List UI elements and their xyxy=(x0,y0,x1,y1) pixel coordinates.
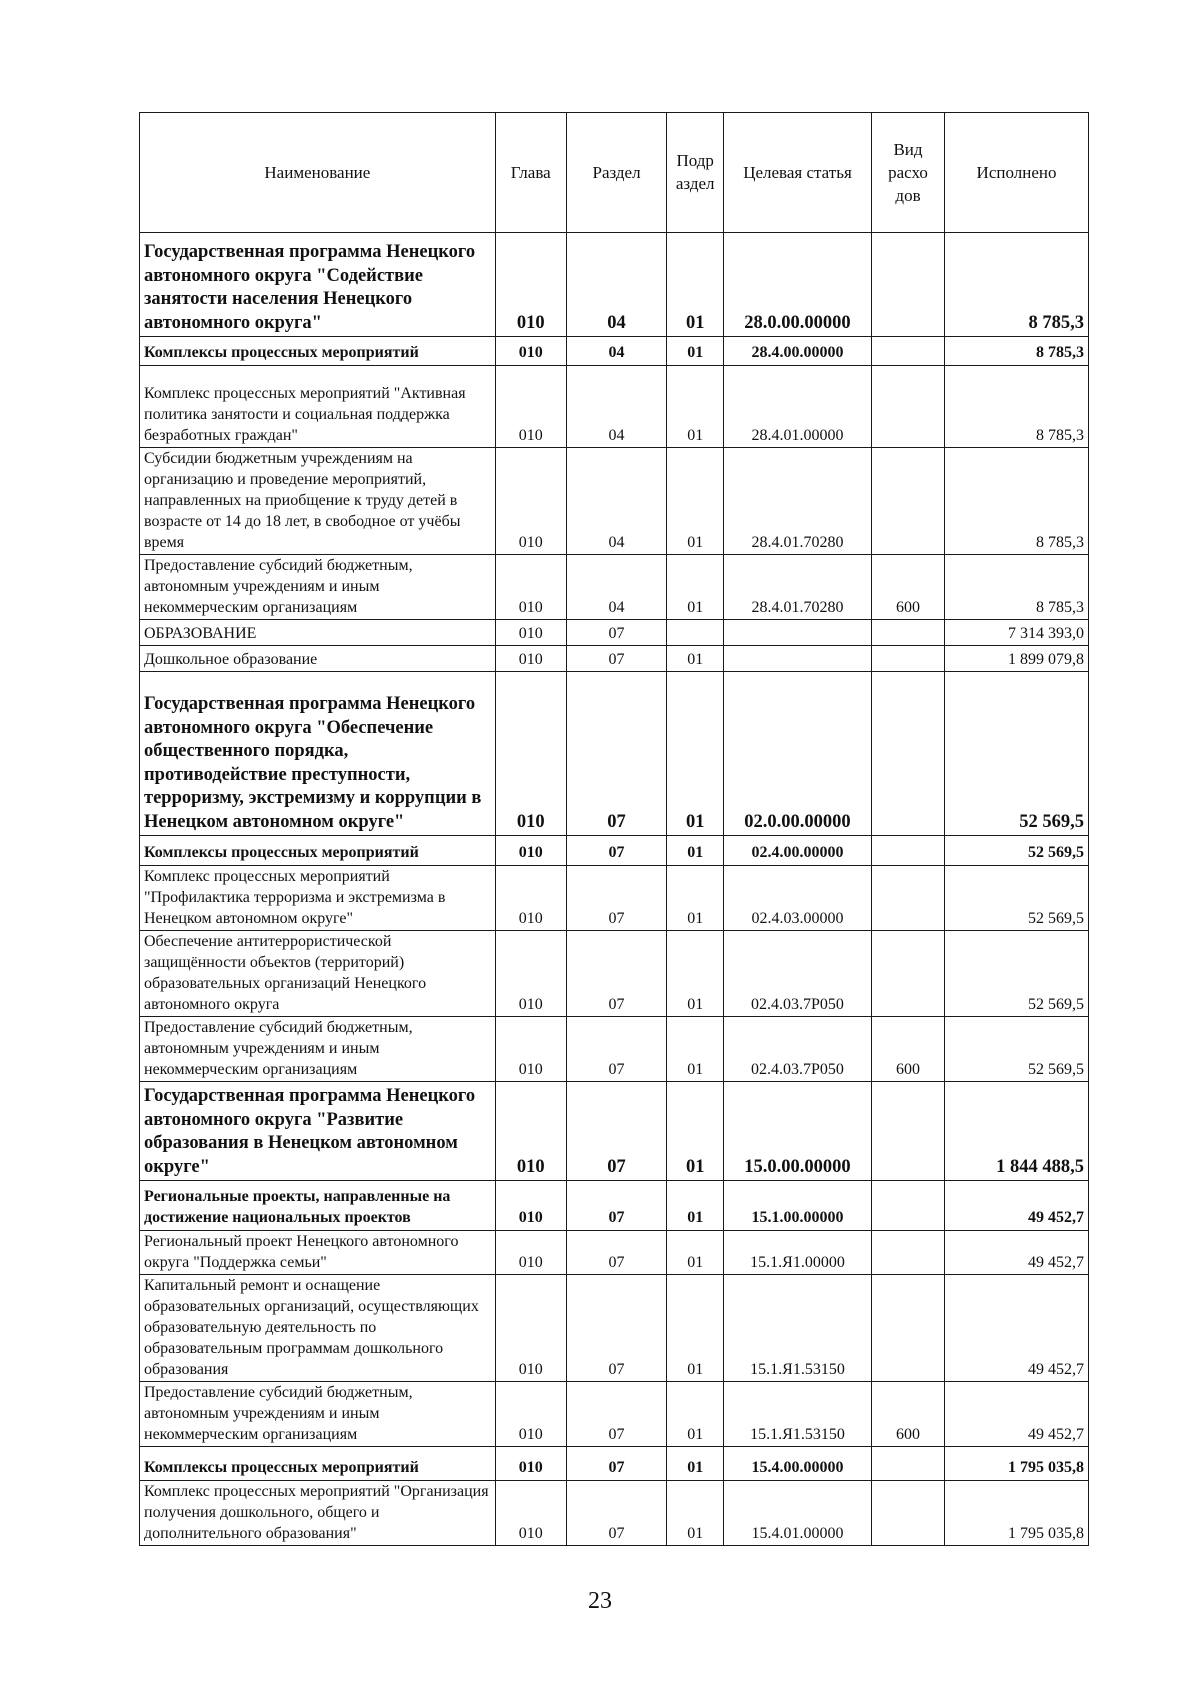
cell-name: Предоставление субсидий бюджетным, автономным учреждениям и иным некоммерческим организациям xyxy=(140,1017,496,1082)
cell-ispolneno: 52 569,5 xyxy=(945,672,1089,836)
cell-celevaya: 28.4.01.70280 xyxy=(723,555,871,620)
cell-ispolneno: 8 785,3 xyxy=(945,555,1089,620)
cell-razdel: 04 xyxy=(566,555,667,620)
table-header-row xyxy=(140,113,1089,233)
table-row xyxy=(140,1181,1089,1231)
cell-vid: 600 xyxy=(872,555,945,620)
cell-ispolneno: 49 452,7 xyxy=(945,1181,1089,1231)
table-row xyxy=(140,931,1089,1017)
table-row xyxy=(140,672,1089,836)
cell-name: Государственная программа Ненецкого автономного округа "Содействие занятости населения Ненецкого автономного округа" xyxy=(140,233,496,337)
cell-celevaya: 15.1.Я1.53150 xyxy=(723,1382,871,1447)
table-row xyxy=(140,866,1089,931)
table-row xyxy=(140,1382,1089,1447)
cell-ispolneno: 49 452,7 xyxy=(945,1231,1089,1275)
cell-podrazdel: 01 xyxy=(667,1382,724,1447)
cell-vid xyxy=(872,1082,945,1181)
cell-ispolneno: 52 569,5 xyxy=(945,931,1089,1017)
cell-name: Региональный проект Ненецкого автономного округа "Поддержка семьи" xyxy=(140,1231,496,1275)
cell-podrazdel: 01 xyxy=(667,1481,724,1546)
cell-ispolneno: 8 785,3 xyxy=(945,337,1089,366)
cell-glava: 010 xyxy=(495,931,566,1017)
cell-vid xyxy=(872,1231,945,1275)
cell-vid: 600 xyxy=(872,1382,945,1447)
cell-vid xyxy=(872,337,945,366)
cell-vid xyxy=(872,1447,945,1481)
cell-name: Комплексы процессных мероприятий xyxy=(140,1447,496,1481)
cell-name: ОБРАЗОВАНИЕ xyxy=(140,620,496,646)
cell-ispolneno: 7 314 393,0 xyxy=(945,620,1089,646)
table-row xyxy=(140,1481,1089,1546)
cell-razdel: 07 xyxy=(566,646,667,672)
cell-razdel: 07 xyxy=(566,1082,667,1181)
cell-vid xyxy=(872,448,945,555)
cell-ispolneno: 52 569,5 xyxy=(945,1017,1089,1082)
cell-ispolneno: 8 785,3 xyxy=(945,233,1089,337)
cell-celevaya: 15.0.00.00000 xyxy=(723,1082,871,1181)
cell-celevaya xyxy=(723,646,871,672)
cell-name: Комплекс процессных мероприятий "Активная политика занятости и социальная поддержка безработных граждан" xyxy=(140,366,496,448)
cell-celevaya: 15.4.00.00000 xyxy=(723,1447,871,1481)
cell-vid xyxy=(872,1181,945,1231)
cell-celevaya: 02.4.03.7P050 xyxy=(723,931,871,1017)
cell-ispolneno: 1 899 079,8 xyxy=(945,646,1089,672)
table-row xyxy=(140,1082,1089,1181)
cell-podrazdel: 01 xyxy=(667,1017,724,1082)
cell-name: Комплекс процессных мероприятий "Организация получения дошкольного, общего и дополнительного образования" xyxy=(140,1481,496,1546)
cell-celevaya: 28.4.01.00000 xyxy=(723,366,871,448)
table-body xyxy=(140,233,1089,1546)
cell-celevaya: 28.4.00.00000 xyxy=(723,337,871,366)
header-vid: Вид расхо дов xyxy=(872,113,945,233)
cell-razdel: 07 xyxy=(566,1181,667,1231)
cell-celevaya: 02.0.00.00000 xyxy=(723,672,871,836)
cell-name: Предоставление субсидий бюджетным, автономным учреждениям и иным некоммерческим организациям xyxy=(140,1382,496,1447)
cell-razdel: 04 xyxy=(566,337,667,366)
cell-glava: 010 xyxy=(495,866,566,931)
cell-razdel: 07 xyxy=(566,836,667,866)
header-ispolneno: Исполнено xyxy=(945,113,1089,233)
page-number: 23 xyxy=(588,1588,612,1614)
cell-ispolneno: 1 795 035,8 xyxy=(945,1447,1089,1481)
cell-name: Комплексы процессных мероприятий xyxy=(140,836,496,866)
cell-name: Региональные проекты, направленные на достижение национальных проектов xyxy=(140,1181,496,1231)
cell-ispolneno: 49 452,7 xyxy=(945,1382,1089,1447)
cell-name: Комплекс процессных мероприятий "Профилактика терроризма и экстремизма в Ненецком автономном округе" xyxy=(140,866,496,931)
cell-glava: 010 xyxy=(495,1481,566,1546)
cell-celevaya: 28.0.00.00000 xyxy=(723,233,871,337)
table-row xyxy=(140,646,1089,672)
cell-glava: 010 xyxy=(495,1017,566,1082)
cell-razdel: 07 xyxy=(566,1275,667,1382)
cell-vid: 600 xyxy=(872,1017,945,1082)
cell-celevaya: 15.1.00.00000 xyxy=(723,1181,871,1231)
cell-vid xyxy=(872,931,945,1017)
cell-ispolneno: 1 844 488,5 xyxy=(945,1082,1089,1181)
cell-razdel: 07 xyxy=(566,866,667,931)
cell-glava: 010 xyxy=(495,672,566,836)
cell-podrazdel: 01 xyxy=(667,366,724,448)
cell-podrazdel xyxy=(667,620,724,646)
cell-ispolneno: 49 452,7 xyxy=(945,1275,1089,1382)
cell-vid xyxy=(872,366,945,448)
cell-vid xyxy=(872,836,945,866)
cell-name: Государственная программа Ненецкого автономного округа "Обеспечение общественного порядка, противодействие преступности, терроризму, экстремизму и коррупции в Ненецком автономном округе" xyxy=(140,672,496,836)
cell-glava: 010 xyxy=(495,646,566,672)
header-razdel: Раздел xyxy=(566,113,667,233)
cell-glava: 010 xyxy=(495,1382,566,1447)
cell-podrazdel: 01 xyxy=(667,1447,724,1481)
table-row xyxy=(140,366,1089,448)
cell-podrazdel: 01 xyxy=(667,1231,724,1275)
cell-razdel: 07 xyxy=(566,672,667,836)
cell-glava: 010 xyxy=(495,1082,566,1181)
cell-celevaya xyxy=(723,620,871,646)
table-row xyxy=(140,555,1089,620)
cell-razdel: 07 xyxy=(566,1231,667,1275)
table-row xyxy=(140,448,1089,555)
cell-vid xyxy=(872,1481,945,1546)
cell-razdel: 04 xyxy=(566,233,667,337)
cell-ispolneno: 8 785,3 xyxy=(945,366,1089,448)
cell-podrazdel: 01 xyxy=(667,1082,724,1181)
cell-vid xyxy=(872,1275,945,1382)
cell-vid xyxy=(872,233,945,337)
cell-name: Обеспечение антитеррористической защищённости объектов (территорий) образовательных организаций Ненецкого автономного округа xyxy=(140,931,496,1017)
cell-glava: 010 xyxy=(495,1231,566,1275)
cell-ispolneno: 8 785,3 xyxy=(945,448,1089,555)
cell-razdel: 07 xyxy=(566,1017,667,1082)
cell-podrazdel: 01 xyxy=(667,448,724,555)
cell-razdel: 07 xyxy=(566,1382,667,1447)
cell-ispolneno: 1 795 035,8 xyxy=(945,1481,1089,1546)
header-name: Наименование xyxy=(140,113,496,233)
cell-podrazdel: 01 xyxy=(667,1181,724,1231)
cell-name: Государственная программа Ненецкого автономного округа "Развитие образования в Ненецком автономном округе" xyxy=(140,1082,496,1181)
header-glava: Глава xyxy=(495,113,566,233)
cell-razdel: 07 xyxy=(566,1447,667,1481)
cell-razdel: 07 xyxy=(566,620,667,646)
cell-name: Дошкольное образование xyxy=(140,646,496,672)
cell-celevaya: 02.4.03.00000 xyxy=(723,866,871,931)
cell-razdel: 07 xyxy=(566,931,667,1017)
budget-table xyxy=(139,112,1089,1546)
cell-razdel: 07 xyxy=(566,1481,667,1546)
table-row xyxy=(140,836,1089,866)
cell-vid xyxy=(872,866,945,931)
cell-glava: 010 xyxy=(495,337,566,366)
header-podrazdel: Подр аздел xyxy=(667,113,724,233)
table-row xyxy=(140,233,1089,337)
table-row xyxy=(140,1275,1089,1382)
table-row xyxy=(140,1231,1089,1275)
cell-podrazdel: 01 xyxy=(667,836,724,866)
table-row xyxy=(140,1447,1089,1481)
cell-name: Комплексы процессных мероприятий xyxy=(140,337,496,366)
cell-name: Предоставление субсидий бюджетным, автономным учреждениям и иным некоммерческим организациям xyxy=(140,555,496,620)
cell-name: Субсидии бюджетным учреждениям на организацию и проведение мероприятий, направленных на приобщение к труду детей в возрасте от 14 до 18 лет, в свободное от учёбы время xyxy=(140,448,496,555)
cell-glava: 010 xyxy=(495,620,566,646)
cell-vid xyxy=(872,672,945,836)
cell-podrazdel: 01 xyxy=(667,1275,724,1382)
table-row xyxy=(140,337,1089,366)
cell-glava: 010 xyxy=(495,366,566,448)
cell-razdel: 04 xyxy=(566,448,667,555)
cell-celevaya: 15.1.Я1.00000 xyxy=(723,1231,871,1275)
cell-name: Капитальный ремонт и оснащение образовательных организаций, осуществляющих образовательную деятельность по образовательным программам дошкольного образования xyxy=(140,1275,496,1382)
cell-celevaya: 02.4.03.7P050 xyxy=(723,1017,871,1082)
cell-glava: 010 xyxy=(495,555,566,620)
cell-celevaya: 28.4.01.70280 xyxy=(723,448,871,555)
cell-razdel: 04 xyxy=(566,366,667,448)
cell-glava: 010 xyxy=(495,1447,566,1481)
cell-glava: 010 xyxy=(495,1181,566,1231)
cell-glava: 010 xyxy=(495,1275,566,1382)
cell-podrazdel: 01 xyxy=(667,672,724,836)
cell-vid xyxy=(872,620,945,646)
cell-ispolneno: 52 569,5 xyxy=(945,866,1089,931)
cell-podrazdel: 01 xyxy=(667,337,724,366)
header-celevaya: Целевая статья xyxy=(723,113,871,233)
cell-ispolneno: 52 569,5 xyxy=(945,836,1089,866)
cell-glava: 010 xyxy=(495,448,566,555)
cell-glava: 010 xyxy=(495,233,566,337)
cell-celevaya: 15.4.01.00000 xyxy=(723,1481,871,1546)
cell-podrazdel: 01 xyxy=(667,233,724,337)
cell-celevaya: 02.4.00.00000 xyxy=(723,836,871,866)
cell-podrazdel: 01 xyxy=(667,931,724,1017)
table-row xyxy=(140,620,1089,646)
cell-glava: 010 xyxy=(495,836,566,866)
cell-podrazdel: 01 xyxy=(667,866,724,931)
cell-podrazdel: 01 xyxy=(667,646,724,672)
cell-vid xyxy=(872,646,945,672)
cell-podrazdel: 01 xyxy=(667,555,724,620)
cell-celevaya: 15.1.Я1.53150 xyxy=(723,1275,871,1382)
table-row xyxy=(140,1017,1089,1082)
